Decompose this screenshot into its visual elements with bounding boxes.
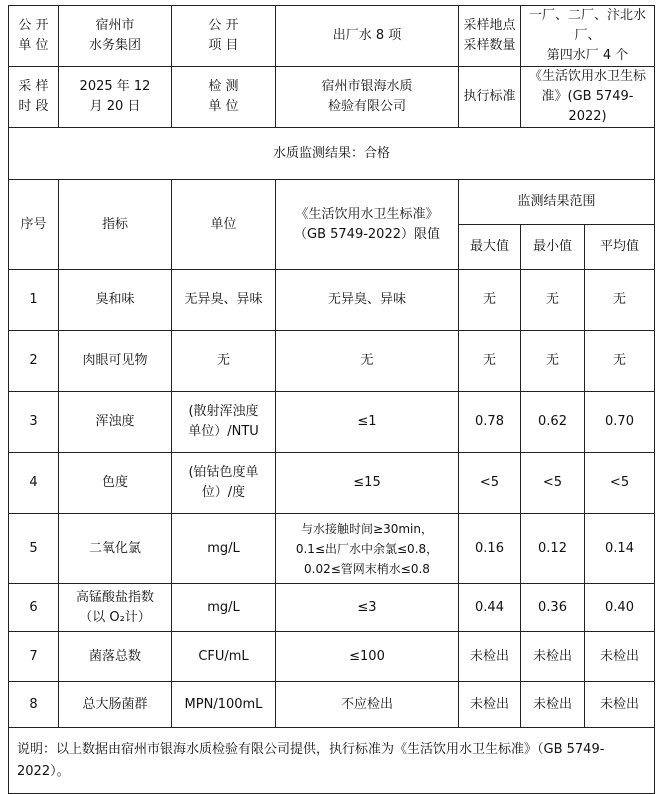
header-indicator: 指标 <box>59 180 172 270</box>
row-min: 0.12 <box>521 514 585 584</box>
row-indicator: 总大肠菌群 <box>59 682 172 728</box>
row-unit: 无 <box>172 331 276 392</box>
project-label: 公 开 项 目 <box>172 6 276 67</box>
row-max: 无 <box>459 270 521 331</box>
row-limit: ≤15 <box>276 453 459 514</box>
footnote: 说明：以上数据由宿州市银海水质检验有限公司提供，执行标准为《生活饮用水卫生标准》（GB 5749-2022）。 <box>9 728 655 794</box>
header-max: 最大值 <box>459 225 521 270</box>
row-avg: 0.40 <box>585 584 655 632</box>
row-max: 0.78 <box>459 392 521 453</box>
row-limit: 无异臭、异味 <box>276 270 459 331</box>
table-row <box>9 453 655 514</box>
lab-value: 宿州市银海水质 检验有限公司 <box>276 67 459 128</box>
row-max: 无 <box>459 331 521 392</box>
result-summary: 水质监测结果：合格 <box>9 128 655 180</box>
row-indicator: 高锰酸盐指数 （以 O₂计） <box>59 584 172 632</box>
publisher-value: 宿州市 水务集团 <box>59 6 172 67</box>
row-max: 未检出 <box>459 682 521 728</box>
row-no: 4 <box>9 453 59 514</box>
row-unit: CFU/mL <box>172 632 276 682</box>
standard-value: 《生活饮用水卫生标 准》(GB 5749-2022) <box>521 67 655 128</box>
row-no: 7 <box>9 632 59 682</box>
header-no: 序号 <box>9 180 59 270</box>
row-no: 1 <box>9 270 59 331</box>
header-row-1 <box>9 180 655 225</box>
row-limit: 无 <box>276 331 459 392</box>
row-no: 6 <box>9 584 59 632</box>
row-max: <5 <box>459 453 521 514</box>
row-no: 5 <box>9 514 59 584</box>
row-min: 无 <box>521 270 585 331</box>
row-avg: <5 <box>585 453 655 514</box>
row-max: 未检出 <box>459 632 521 682</box>
row-avg: 0.14 <box>585 514 655 584</box>
row-unit: MPN/100mL <box>172 682 276 728</box>
info-row-1 <box>9 6 655 67</box>
row-limit: ≤100 <box>276 632 459 682</box>
project-value: 出厂水 8 项 <box>276 6 459 67</box>
row-avg: 无 <box>585 270 655 331</box>
row-min: 未检出 <box>521 632 585 682</box>
row-indicator: 肉眼可见物 <box>59 331 172 392</box>
info-row-2 <box>9 67 655 128</box>
header-min: 最小值 <box>521 225 585 270</box>
table-row <box>9 632 655 682</box>
table-row <box>9 514 655 584</box>
row-min: 0.36 <box>521 584 585 632</box>
row-unit: (散射浑浊度 单位）/NTU <box>172 392 276 453</box>
header-range: 监测结果范围 <box>459 180 655 225</box>
note-row <box>9 728 655 794</box>
period-value: 2025 年 12 月 20 日 <box>59 67 172 128</box>
row-limit: ≤1 <box>276 392 459 453</box>
row-min: 无 <box>521 331 585 392</box>
header-limit: 《生活饮用水卫生标准》 （GB 5749-2022）限值 <box>276 180 459 270</box>
row-max: 0.16 <box>459 514 521 584</box>
row-no: 3 <box>9 392 59 453</box>
row-unit: mg/L <box>172 514 276 584</box>
row-avg: 0.70 <box>585 392 655 453</box>
row-unit: 无异臭、异味 <box>172 270 276 331</box>
row-avg: 无 <box>585 331 655 392</box>
row-max: 0.44 <box>459 584 521 632</box>
row-no: 8 <box>9 682 59 728</box>
lab-label: 检 测 单 位 <box>172 67 276 128</box>
row-indicator: 浑浊度 <box>59 392 172 453</box>
row-indicator: 菌落总数 <box>59 632 172 682</box>
row-min: <5 <box>521 453 585 514</box>
summary-row <box>9 128 655 180</box>
sample-site-label: 采样地点 采样数量 <box>459 6 521 67</box>
row-limit: 与水接触时间≥30min， 0.1≤出厂水中余氯≤0.8， 0.02≤管网末梢水≤0.8 <box>276 514 459 584</box>
row-no: 2 <box>9 331 59 392</box>
row-indicator: 二氧化氯 <box>59 514 172 584</box>
header-avg: 平均值 <box>585 225 655 270</box>
sample-site-value: 一厂、二厂、汴北水厂、 第四水厂 4 个 <box>521 6 655 67</box>
row-indicator: 色度 <box>59 453 172 514</box>
row-min: 未检出 <box>521 682 585 728</box>
table-row <box>9 584 655 632</box>
period-label: 采 样 时 段 <box>9 67 59 128</box>
standard-label: 执行标准 <box>459 67 521 128</box>
table-row <box>9 392 655 453</box>
table-row <box>9 331 655 392</box>
table-row <box>9 682 655 728</box>
row-indicator: 臭和味 <box>59 270 172 331</box>
row-avg: 未检出 <box>585 632 655 682</box>
row-unit: (铂钴色度单 位）/度 <box>172 453 276 514</box>
publisher-label: 公 开 单 位 <box>9 6 59 67</box>
header-unit: 单位 <box>172 180 276 270</box>
water-quality-table <box>8 5 655 794</box>
table-row <box>9 270 655 331</box>
row-min: 0.62 <box>521 392 585 453</box>
row-limit: ≤3 <box>276 584 459 632</box>
row-unit: mg/L <box>172 584 276 632</box>
row-limit: 不应检出 <box>276 682 459 728</box>
row-avg: 未检出 <box>585 682 655 728</box>
